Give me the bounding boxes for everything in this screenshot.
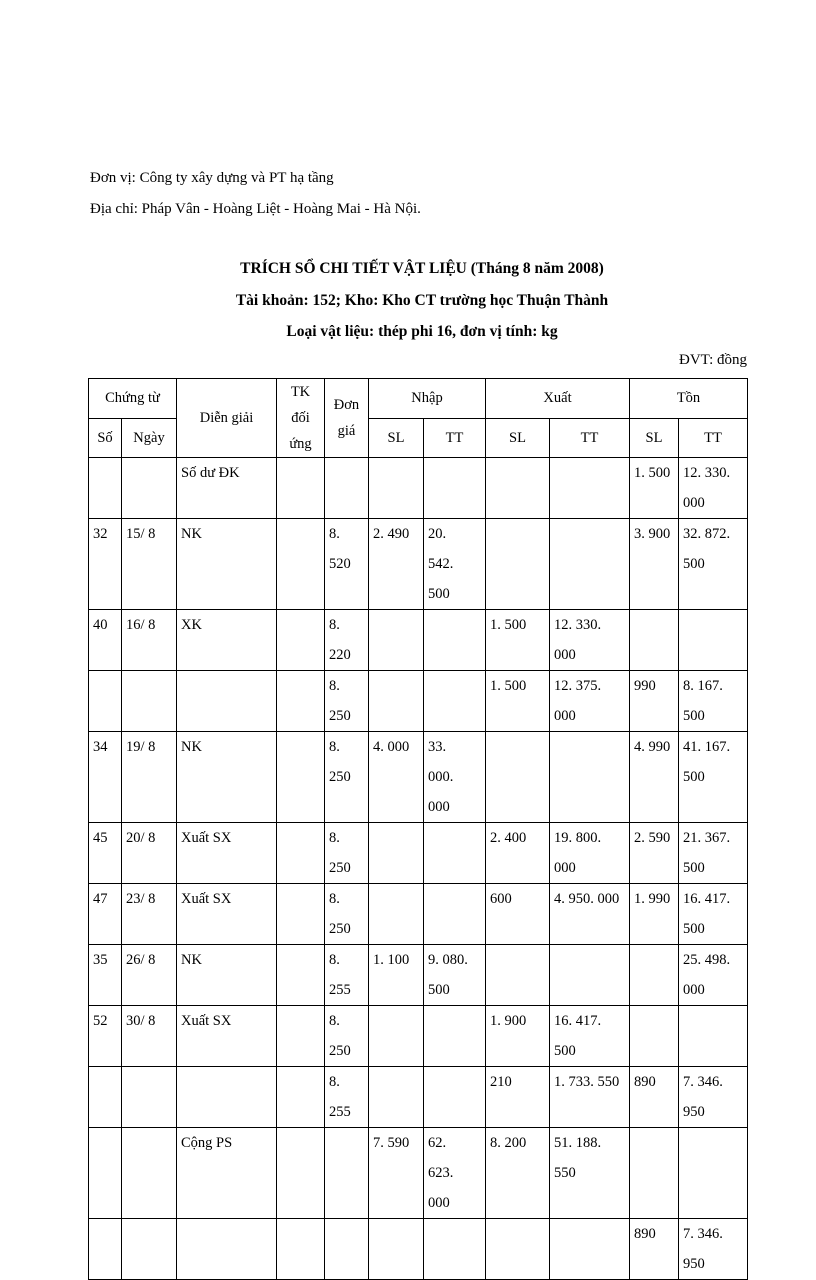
cell-xuat-sl: 600 — [486, 884, 550, 945]
cell-don-gia: 8. 250 — [325, 671, 369, 732]
cell-xuat-sl — [486, 732, 550, 823]
cell-tk — [277, 458, 325, 519]
cell-xuat-sl: 8. 200 — [486, 1128, 550, 1219]
cell-xuat-tt: 19. 800. 000 — [550, 823, 630, 884]
cell-ngay — [122, 458, 177, 519]
cell-ton-sl: 3. 900 — [630, 519, 679, 610]
cell-tk — [277, 671, 325, 732]
cell-dien-giai — [177, 1219, 277, 1280]
cell-tk — [277, 945, 325, 1006]
cell-xuat-tt: 12. 375. 000 — [550, 671, 630, 732]
cell-ngay: 19/ 8 — [122, 732, 177, 823]
cell-xuat-sl: 1. 900 — [486, 1006, 550, 1067]
cell-xuat-tt: 16. 417. 500 — [550, 1006, 630, 1067]
cell-nhap-sl — [369, 610, 424, 671]
cell-xuat-sl: 2. 400 — [486, 823, 550, 884]
header-ton: Tồn — [630, 379, 748, 419]
cell-tk — [277, 1219, 325, 1280]
cell-don-gia: 8. 250 — [325, 1006, 369, 1067]
cell-ton-sl: 4. 990 — [630, 732, 679, 823]
cell-ton-sl: 2. 590 — [630, 823, 679, 884]
cell-xuat-sl — [486, 945, 550, 1006]
cell-dien-giai: XK — [177, 610, 277, 671]
cell-ton-tt: 7. 346. 950 — [679, 1067, 748, 1128]
cell-so — [89, 458, 122, 519]
cell-tk — [277, 610, 325, 671]
table-row — [89, 823, 748, 884]
cell-nhap-sl — [369, 884, 424, 945]
cell-dien-giai: NK — [177, 732, 277, 823]
cell-nhap-sl — [369, 458, 424, 519]
header-xuat: Xuất — [486, 379, 630, 419]
header-don-gia: Đơn giá — [325, 379, 369, 458]
cell-so: 45 — [89, 823, 122, 884]
table-row — [89, 671, 748, 732]
cell-nhap-tt — [424, 1067, 486, 1128]
cell-ton-sl — [630, 1006, 679, 1067]
cell-ton-sl — [630, 945, 679, 1006]
cell-ton-tt: 12. 330. 000 — [679, 458, 748, 519]
cell-so: 32 — [89, 519, 122, 610]
cell-ton-tt: 16. 417. 500 — [679, 884, 748, 945]
cell-nhap-sl — [369, 1067, 424, 1128]
cell-xuat-tt — [550, 458, 630, 519]
cell-xuat-tt — [550, 945, 630, 1006]
cell-don-gia — [325, 1219, 369, 1280]
cell-xuat-tt: 12. 330. 000 — [550, 610, 630, 671]
header-dien-giai: Diễn giải — [177, 379, 277, 458]
cell-tk — [277, 519, 325, 610]
account-line: Tài khoản: 152; Kho: Kho CT trường học Thuận Thành — [235, 292, 609, 309]
cell-ton-sl: 890 — [630, 1067, 679, 1128]
header-tk-doi-ung: TK đối ứng — [277, 379, 325, 458]
cell-dien-giai: Số dư ĐK — [177, 458, 277, 519]
header-xuat-sl: SL — [486, 418, 550, 458]
cell-xuat-sl: 210 — [486, 1067, 550, 1128]
cell-tk — [277, 732, 325, 823]
cell-nhap-tt: 62. 623. 000 — [424, 1128, 486, 1219]
cell-so: 40 — [89, 610, 122, 671]
cell-nhap-tt — [424, 671, 486, 732]
cell-so — [89, 1219, 122, 1280]
cell-nhap-sl — [369, 671, 424, 732]
cell-ton-tt: 25. 498. 000 — [679, 945, 748, 1006]
cell-nhap-tt — [424, 1219, 486, 1280]
cell-nhap-tt — [424, 1006, 486, 1067]
header-ton-tt: TT — [679, 418, 748, 458]
table-row — [89, 1067, 748, 1128]
cell-don-gia: 8. 255 — [325, 1067, 369, 1128]
cell-don-gia: 8. 255 — [325, 945, 369, 1006]
cell-don-gia: 8. 250 — [325, 732, 369, 823]
cell-so: 35 — [89, 945, 122, 1006]
cell-so: 52 — [89, 1006, 122, 1067]
table-row — [89, 732, 748, 823]
header-nhap: Nhập — [369, 379, 486, 419]
cell-ngay: 26/ 8 — [122, 945, 177, 1006]
cell-ngay — [122, 1067, 177, 1128]
cell-nhap-sl — [369, 1219, 424, 1280]
cell-so — [89, 1067, 122, 1128]
cell-so — [89, 1128, 122, 1219]
header-xuat-tt: TT — [550, 418, 630, 458]
table-row — [89, 945, 748, 1006]
cell-xuat-tt: 51. 188. 550 — [550, 1128, 630, 1219]
cell-nhap-tt — [424, 884, 486, 945]
cell-ton-tt: 8. 167. 500 — [679, 671, 748, 732]
cell-don-gia — [325, 1128, 369, 1219]
cell-xuat-tt — [550, 1219, 630, 1280]
cell-dien-giai: Xuất SX — [177, 884, 277, 945]
cell-ton-tt — [679, 1128, 748, 1219]
cell-xuat-tt — [550, 519, 630, 610]
cell-xuat-tt: 1. 733. 550 — [550, 1067, 630, 1128]
cell-xuat-sl: 1. 500 — [486, 610, 550, 671]
cell-dien-giai: Xuất SX — [177, 1006, 277, 1067]
header-chung-tu: Chứng từ — [89, 379, 177, 419]
cell-ngay: 16/ 8 — [122, 610, 177, 671]
cell-ngay — [122, 1128, 177, 1219]
cell-nhap-sl: 2. 490 — [369, 519, 424, 610]
cell-xuat-sl: 1. 500 — [486, 671, 550, 732]
cell-xuat-tt — [550, 732, 630, 823]
cell-so — [89, 671, 122, 732]
cell-xuat-sl — [486, 1219, 550, 1280]
cell-nhap-sl — [369, 823, 424, 884]
cell-dien-giai — [177, 1067, 277, 1128]
cell-nhap-tt: 9. 080. 500 — [424, 945, 486, 1006]
cell-tk — [277, 823, 325, 884]
cell-ngay: 23/ 8 — [122, 884, 177, 945]
cell-tk — [277, 1067, 325, 1128]
cell-dien-giai: Cộng PS — [177, 1128, 277, 1219]
table-row — [89, 1128, 748, 1219]
header-nhap-tt: TT — [424, 418, 486, 458]
cell-dien-giai: NK — [177, 519, 277, 610]
cell-nhap-tt — [424, 458, 486, 519]
cell-nhap-tt — [424, 823, 486, 884]
cell-so: 47 — [89, 884, 122, 945]
company-unit-line: Đơn vị: Công ty xây dựng và PT hạ tầng — [90, 170, 334, 186]
table-row — [89, 519, 748, 610]
cell-nhap-sl: 1. 100 — [369, 945, 424, 1006]
header-ton-sl: SL — [630, 418, 679, 458]
cell-don-gia: 8. 250 — [325, 823, 369, 884]
cell-ton-tt — [679, 610, 748, 671]
table-row — [89, 1219, 748, 1280]
cell-nhap-tt: 20. 542. 500 — [424, 519, 486, 610]
cell-xuat-sl — [486, 519, 550, 610]
cell-don-gia: 8. 250 — [325, 884, 369, 945]
header-ngay: Ngày — [122, 418, 177, 458]
cell-ngay — [122, 1219, 177, 1280]
cell-ton-sl: 990 — [630, 671, 679, 732]
cell-ngay — [122, 671, 177, 732]
cell-nhap-sl: 4. 000 — [369, 732, 424, 823]
cell-don-gia: 8. 520 — [325, 519, 369, 610]
cell-ton-sl: 890 — [630, 1219, 679, 1280]
cell-don-gia — [325, 458, 369, 519]
material-line: Loại vật liệu: thép phi 16, đơn vị tính: kg — [286, 323, 558, 340]
cell-tk — [277, 1128, 325, 1219]
cell-tk — [277, 1006, 325, 1067]
document-title: TRÍCH SỔ CHI TIẾT VẬT LIỆU (Tháng 8 năm 2008) — [240, 260, 604, 277]
table-row — [89, 610, 748, 671]
company-address-line: Địa chỉ: Pháp Vân - Hoàng Liệt - Hoàng Mai - Hà Nội. — [90, 201, 421, 217]
cell-ton-sl: 1. 990 — [630, 884, 679, 945]
cell-ton-sl — [630, 1128, 679, 1219]
table-row — [89, 884, 748, 945]
header-so: Số — [89, 418, 122, 458]
cell-so: 34 — [89, 732, 122, 823]
cell-xuat-tt: 4. 950. 000 — [550, 884, 630, 945]
cell-dien-giai: Xuất SX — [177, 823, 277, 884]
cell-ton-tt: 7. 346. 950 — [679, 1219, 748, 1280]
cell-nhap-tt — [424, 610, 486, 671]
cell-nhap-sl: 7. 590 — [369, 1128, 424, 1219]
cell-nhap-sl — [369, 1006, 424, 1067]
cell-ton-tt — [679, 1006, 748, 1067]
cell-ton-sl: 1. 500 — [630, 458, 679, 519]
cell-ton-tt: 21. 367. 500 — [679, 823, 748, 884]
cell-xuat-sl — [486, 458, 550, 519]
table-row — [89, 458, 748, 519]
cell-dien-giai — [177, 671, 277, 732]
currency-unit: ĐVT: đồng — [679, 352, 747, 368]
table-row — [89, 1006, 748, 1067]
cell-dien-giai: NK — [177, 945, 277, 1006]
cell-ngay: 30/ 8 — [122, 1006, 177, 1067]
cell-ton-sl — [630, 610, 679, 671]
cell-nhap-tt: 33. 000. 000 — [424, 732, 486, 823]
cell-ton-tt: 41. 167. 500 — [679, 732, 748, 823]
cell-ngay: 20/ 8 — [122, 823, 177, 884]
cell-tk — [277, 884, 325, 945]
cell-don-gia: 8. 220 — [325, 610, 369, 671]
header-nhap-sl: SL — [369, 418, 424, 458]
cell-ngay: 15/ 8 — [122, 519, 177, 610]
material-ledger-table — [88, 378, 748, 1280]
cell-ton-tt: 32. 872. 500 — [679, 519, 748, 610]
